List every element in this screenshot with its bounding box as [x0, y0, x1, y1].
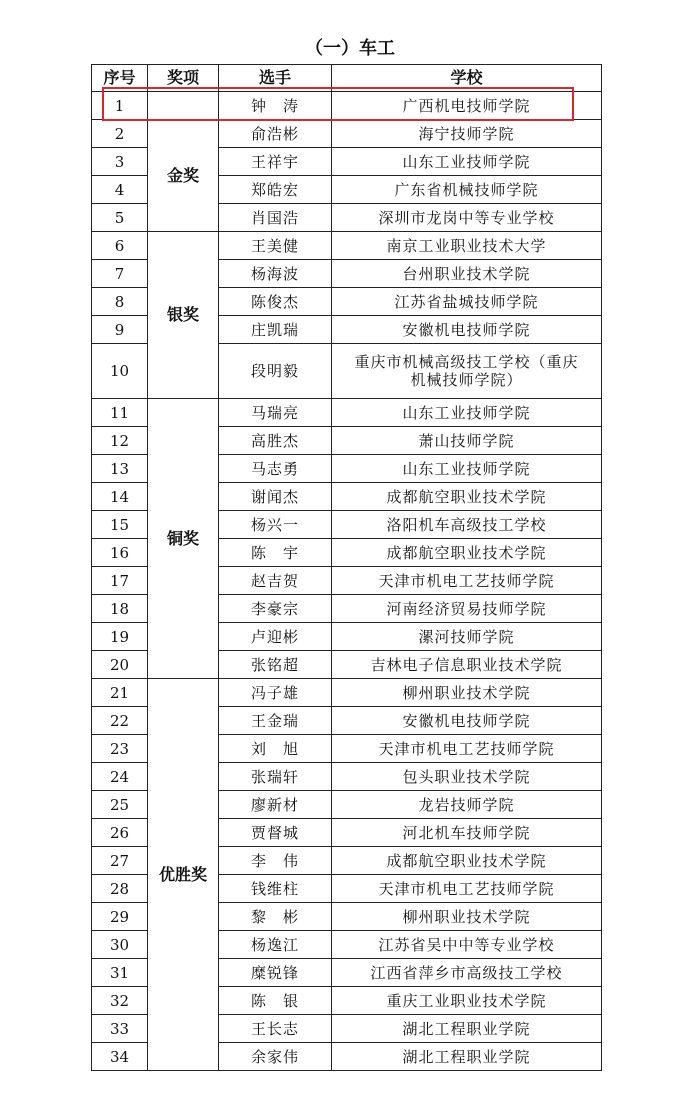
row-name: 陈俊杰	[219, 288, 332, 316]
table-row	[92, 92, 602, 120]
row-num: 28	[92, 875, 148, 903]
row-num: 7	[92, 260, 148, 288]
row-name: 马瑞亮	[219, 399, 332, 427]
row-num: 10	[92, 344, 148, 399]
row-school: 天津市机电工艺技师学院	[332, 875, 602, 903]
row-name: 王祥宇	[219, 148, 332, 176]
row-num: 21	[92, 679, 148, 707]
row-num: 13	[92, 455, 148, 483]
row-num: 30	[92, 931, 148, 959]
row-name: 郑皓宏	[219, 176, 332, 204]
row-num: 27	[92, 847, 148, 875]
table-row	[92, 399, 602, 427]
row-name: 庄凯瑞	[219, 316, 332, 344]
award-empty-cell	[148, 92, 219, 120]
row-name: 糜锐锋	[219, 959, 332, 987]
row-school: 河南经济贸易技师学院	[332, 595, 602, 623]
row-num: 9	[92, 316, 148, 344]
row-name: 谢闻杰	[219, 483, 332, 511]
row-name: 卢迎彬	[219, 623, 332, 651]
row-name: 余家伟	[219, 1043, 332, 1071]
row-name: 高胜杰	[219, 427, 332, 455]
award-gold: 金奖	[148, 120, 219, 232]
results-table	[91, 64, 602, 1071]
row-name: 钱维柱	[219, 875, 332, 903]
row-num: 32	[92, 987, 148, 1015]
row-num: 3	[92, 148, 148, 176]
row-name: 杨海波	[219, 260, 332, 288]
row-school: 江苏省盐城技师学院	[332, 288, 602, 316]
header-award: 奖项	[148, 65, 219, 92]
row-school: 河北机车技师学院	[332, 819, 602, 847]
row-num: 5	[92, 204, 148, 232]
row-num: 8	[92, 288, 148, 316]
row-num: 25	[92, 791, 148, 819]
row-name: 张瑞轩	[219, 763, 332, 791]
row-num: 26	[92, 819, 148, 847]
row-num: 15	[92, 511, 148, 539]
row-school: 江苏省吴中中等专业学校	[332, 931, 602, 959]
row-school: 龙岩技师学院	[332, 791, 602, 819]
row-school: 柳州职业技术学院	[332, 903, 602, 931]
row-num: 22	[92, 707, 148, 735]
row-school: 安徽机电技师学院	[332, 707, 602, 735]
row-name: 杨逸江	[219, 931, 332, 959]
row-name: 黎 彬	[219, 903, 332, 931]
row-school: 台州职业技术学院	[332, 260, 602, 288]
row-school: 萧山技师学院	[332, 427, 602, 455]
row-name: 钟 涛	[219, 92, 332, 120]
table-row	[92, 120, 602, 148]
row-school: 广西机电技师学院	[332, 92, 602, 120]
row-name: 段明毅	[219, 344, 332, 399]
row-name: 王金瑞	[219, 707, 332, 735]
row-num: 17	[92, 567, 148, 595]
row-num: 11	[92, 399, 148, 427]
row-num: 12	[92, 427, 148, 455]
row-school: 漯河技师学院	[332, 623, 602, 651]
row-school: 天津市机电工艺技师学院	[332, 735, 602, 763]
row-school: 山东工业技师学院	[332, 455, 602, 483]
row-num: 29	[92, 903, 148, 931]
row-num: 19	[92, 623, 148, 651]
row-school: 成都航空职业技术学院	[332, 483, 602, 511]
row-name: 俞浩彬	[219, 120, 332, 148]
row-school: 包头职业技术学院	[332, 763, 602, 791]
header-school: 学校	[332, 65, 602, 92]
table-row	[92, 232, 602, 260]
row-name: 杨兴一	[219, 511, 332, 539]
row-num: 33	[92, 1015, 148, 1043]
header-player: 选手	[219, 65, 332, 92]
row-name: 张铭超	[219, 651, 332, 679]
row-school: 深圳市龙岗中等专业学校	[332, 204, 602, 232]
award-bronze: 铜奖	[148, 399, 219, 679]
row-num: 24	[92, 763, 148, 791]
row-num: 31	[92, 959, 148, 987]
row-name: 陈 宇	[219, 539, 332, 567]
row-school: 吉林电子信息职业技术学院	[332, 651, 602, 679]
row-name: 刘 旭	[219, 735, 332, 763]
row-name: 贾督城	[219, 819, 332, 847]
row-name: 赵吉贺	[219, 567, 332, 595]
row-school: 广东省机械技师学院	[332, 176, 602, 204]
row-num: 16	[92, 539, 148, 567]
row-school: 重庆工业职业技术学院	[332, 987, 602, 1015]
row-num: 6	[92, 232, 148, 260]
row-num: 18	[92, 595, 148, 623]
award-merit: 优胜奖	[148, 679, 219, 1071]
row-school: 南京工业职业技术大学	[332, 232, 602, 260]
row-num: 1	[92, 92, 148, 120]
row-name: 冯子雄	[219, 679, 332, 707]
row-name: 马志勇	[219, 455, 332, 483]
row-num: 14	[92, 483, 148, 511]
row-name: 廖新材	[219, 791, 332, 819]
row-school: 洛阳机车高级技工学校	[332, 511, 602, 539]
row-num: 20	[92, 651, 148, 679]
row-school: 山东工业技师学院	[332, 399, 602, 427]
header-num: 序号	[92, 65, 148, 92]
row-num: 23	[92, 735, 148, 763]
row-school: 重庆市机械高级技工学校（重庆机械技师学院）	[332, 344, 602, 399]
row-school: 江西省萍乡市高级技工学校	[332, 959, 602, 987]
row-name: 陈 银	[219, 987, 332, 1015]
row-school: 山东工业技师学院	[332, 148, 602, 176]
row-num: 34	[92, 1043, 148, 1071]
row-school: 安徽机电技师学院	[332, 316, 602, 344]
row-name: 肖国浩	[219, 204, 332, 232]
row-name: 王长志	[219, 1015, 332, 1043]
award-silver: 银奖	[148, 232, 219, 399]
row-school: 成都航空职业技术学院	[332, 847, 602, 875]
row-school: 湖北工程职业学院	[332, 1043, 602, 1071]
row-school: 海宁技师学院	[332, 120, 602, 148]
row-num: 4	[92, 176, 148, 204]
row-num: 2	[92, 120, 148, 148]
table-row	[92, 679, 602, 707]
table-header-row	[92, 65, 602, 92]
row-school: 天津市机电工艺技师学院	[332, 567, 602, 595]
row-school: 成都航空职业技术学院	[332, 539, 602, 567]
row-school: 湖北工程职业学院	[332, 1015, 602, 1043]
row-name: 李豪宗	[219, 595, 332, 623]
row-name: 王美健	[219, 232, 332, 260]
row-name: 李 伟	[219, 847, 332, 875]
row-school: 柳州职业技术学院	[332, 679, 602, 707]
page-title: （一）车工	[305, 38, 395, 59]
